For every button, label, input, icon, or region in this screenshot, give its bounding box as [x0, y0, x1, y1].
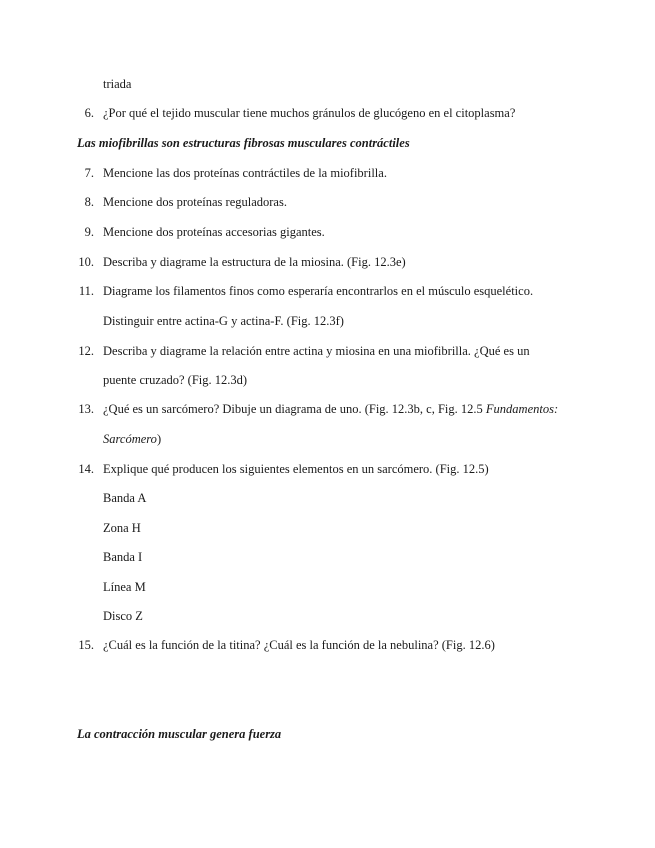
- section-heading-contraccion: La contracción muscular genera fuerza: [77, 727, 282, 741]
- question-14-number: 14.: [78, 462, 94, 476]
- question-7-text: Mencione las dos proteínas contráctiles de la miofibrilla.: [103, 166, 387, 180]
- list-item-banda-i: Banda I: [103, 550, 143, 564]
- question-9-text: Mencione dos proteínas accesorias gigantes.: [103, 225, 325, 239]
- question-6-number: 6.: [84, 106, 94, 120]
- question-13-number: 13.: [78, 402, 94, 416]
- section-heading-miofibrillas: Las miofibrillas son estructuras fibrosas musculares contráctiles: [77, 136, 410, 150]
- question-10-number: 10.: [78, 255, 94, 269]
- question-11-number: 11.: [78, 284, 94, 298]
- question-12-text-line2: puente cruzado? (Fig. 12.3d): [103, 373, 248, 387]
- question-14-text: Explique qué producen los siguientes elementos en un sarcómero. (Fig. 12.5): [103, 462, 489, 476]
- question-11-text-line1: Diagrame los filamentos finos como esperaría encontrarlos en el músculo esquelético.: [103, 284, 534, 298]
- question-12-text-line1: Describa y diagrame la relación entre actina y miosina en una miofibrilla. ¿Qué es un: [103, 344, 530, 358]
- list-item-linea-m: Línea M: [103, 580, 146, 594]
- list-item-disco-z: Disco Z: [103, 609, 143, 623]
- question-11-text-line2: Distinguir entre actina-G y actina-F. (Fig. 12.3f): [103, 314, 344, 328]
- question-6-text: ¿Por qué el tejido muscular tiene muchos gránulos de glucógeno en el citoplasma?: [103, 106, 516, 120]
- question-13-text-line2: [103, 431, 161, 447]
- question-9-number: 9.: [84, 225, 94, 239]
- question-10-text: Describa y diagrame la estructura de la miosina. (Fig. 12.3e): [103, 255, 406, 269]
- question-15-text: ¿Cuál es la función de la titina? ¿Cuál es la función de la nebulina? (Fig. 12.6): [103, 638, 495, 652]
- question-7-number: 7.: [84, 166, 94, 180]
- question-13-text: ¿Qué es un sarcómero? Dibuje un diagrama de uno. (Fig. 12.3b, c, Fig. 12.5: [103, 402, 486, 416]
- list-item-zona-h: Zona H: [103, 521, 141, 535]
- question-8-text: Mencione dos proteínas reguladoras.: [103, 195, 287, 209]
- question-8-number: 8.: [84, 195, 94, 209]
- question-13-italic-ref-cont: Sarcómero: [103, 432, 157, 446]
- question-12-number: 12.: [78, 344, 94, 358]
- question-13-text-line1: [103, 401, 558, 417]
- continuation-text: triada: [103, 77, 132, 91]
- question-13-close-paren: ): [156, 432, 162, 446]
- question-13-italic-ref: Fundamentos:: [485, 402, 559, 416]
- question-15-number: 15.: [78, 638, 94, 652]
- list-item-banda-a: Banda A: [103, 491, 147, 505]
